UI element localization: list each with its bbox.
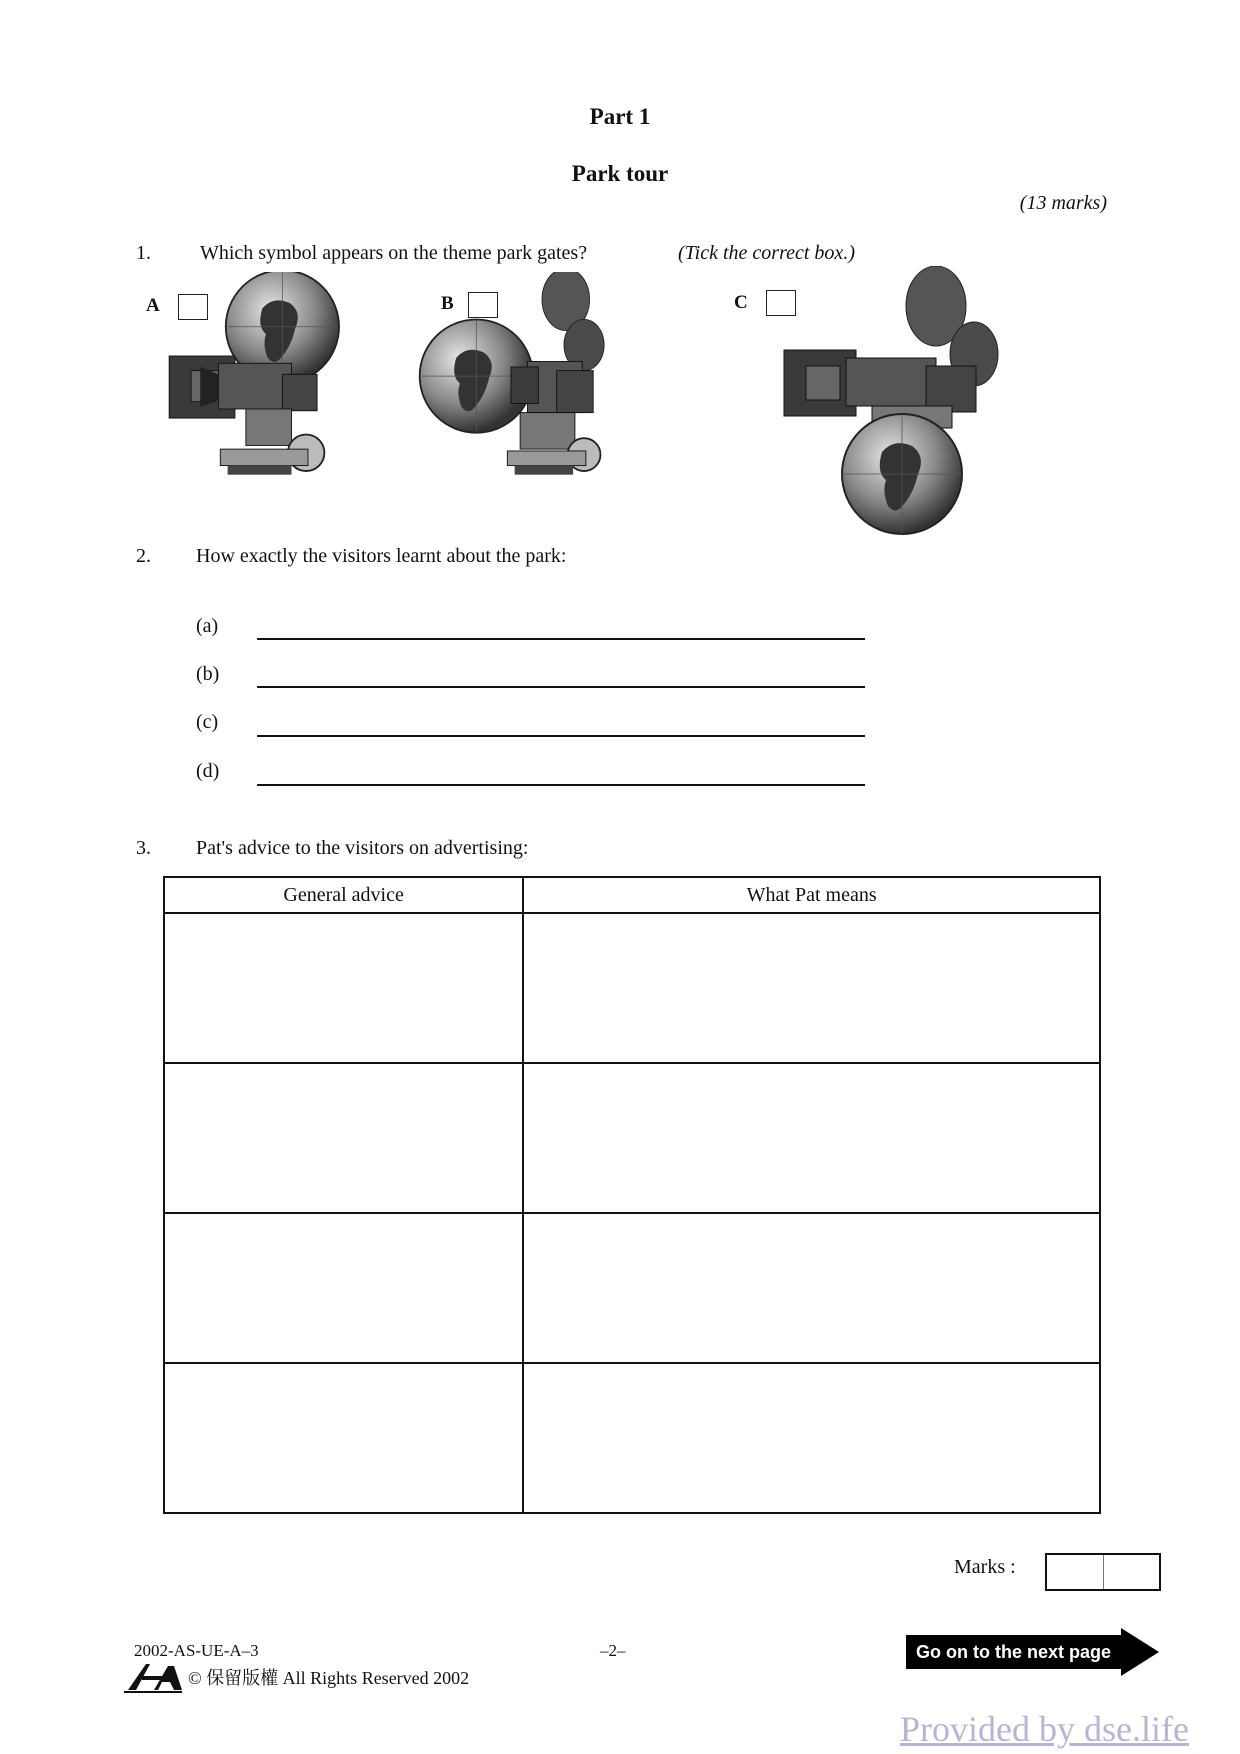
question-3-number: 3. <box>136 837 151 859</box>
camera-with-globe-icon <box>416 272 606 482</box>
camera-with-globe-icon <box>776 266 1006 541</box>
option-a-letter: A <box>146 295 160 316</box>
paper-code: 2002-AS-UE-A–3 <box>134 1641 259 1660</box>
answer-line-c[interactable] <box>257 735 865 737</box>
total-marks-note: (13 marks) <box>1019 192 1107 214</box>
option-c-letter: C <box>734 292 748 313</box>
answer-line-a[interactable] <box>257 638 865 640</box>
what-pat-means-cell[interactable] <box>523 913 1100 1063</box>
answer-label-b: (b) <box>196 663 220 685</box>
marks-label: Marks : <box>954 1556 1016 1578</box>
column-header-what-pat-means: What Pat means <box>523 877 1100 913</box>
marks-cell[interactable] <box>1103 1555 1160 1589</box>
part-title: Part 1 <box>589 104 651 129</box>
question-1-instruction: (Tick the correct box.) <box>678 242 855 264</box>
camera-with-globe-icon <box>160 272 350 482</box>
table-row <box>164 1213 1100 1363</box>
option-c-symbol-image <box>776 266 1006 546</box>
what-pat-means-cell[interactable] <box>523 1363 1100 1513</box>
question-1-text: Which symbol appears on the theme park gates? <box>200 242 588 264</box>
answer-line-d[interactable] <box>257 784 865 786</box>
answer-label-a: (a) <box>196 615 219 637</box>
what-pat-means-cell[interactable] <box>523 1063 1100 1213</box>
marks-cell[interactable] <box>1047 1555 1103 1589</box>
table-row <box>164 1363 1100 1513</box>
table-row <box>164 913 1100 1063</box>
question-1-number: 1. <box>136 242 151 264</box>
option-b-letter: B <box>441 293 454 314</box>
answer-label-d: (d) <box>196 760 220 782</box>
answer-line-b[interactable] <box>257 686 865 688</box>
option-a-symbol-image <box>160 272 350 487</box>
column-header-general-advice: General advice <box>164 877 523 913</box>
next-page-label: Go on to the next page <box>906 1635 1121 1669</box>
copyright-line <box>124 1660 469 1694</box>
arrow-right-icon <box>1121 1628 1159 1676</box>
watermark: Provided by dse.life <box>900 1709 1189 1749</box>
go-on-next-page-arrow <box>906 1628 1159 1676</box>
advice-table <box>163 876 1101 1514</box>
table-row <box>164 1063 1100 1213</box>
general-advice-cell[interactable] <box>164 1363 523 1513</box>
copyright-text: © 保留版權 All Rights Reserved 2002 <box>188 1668 470 1688</box>
section-title: Park tour <box>571 161 669 186</box>
what-pat-means-cell[interactable] <box>523 1213 1100 1363</box>
general-advice-cell[interactable] <box>164 913 523 1063</box>
general-advice-cell[interactable] <box>164 1063 523 1213</box>
marks-box <box>1045 1553 1161 1591</box>
option-b-symbol-image <box>416 272 606 487</box>
question-2-text: How exactly the visitors learnt about the park: <box>196 545 567 567</box>
answer-label-c: (c) <box>196 711 219 733</box>
question-2-number: 2. <box>136 545 151 567</box>
hkea-logo <box>124 1660 184 1694</box>
question-3-text: Pat's advice to the visitors on advertising: <box>196 837 529 859</box>
general-advice-cell[interactable] <box>164 1213 523 1363</box>
page-number: –2– <box>600 1641 626 1660</box>
